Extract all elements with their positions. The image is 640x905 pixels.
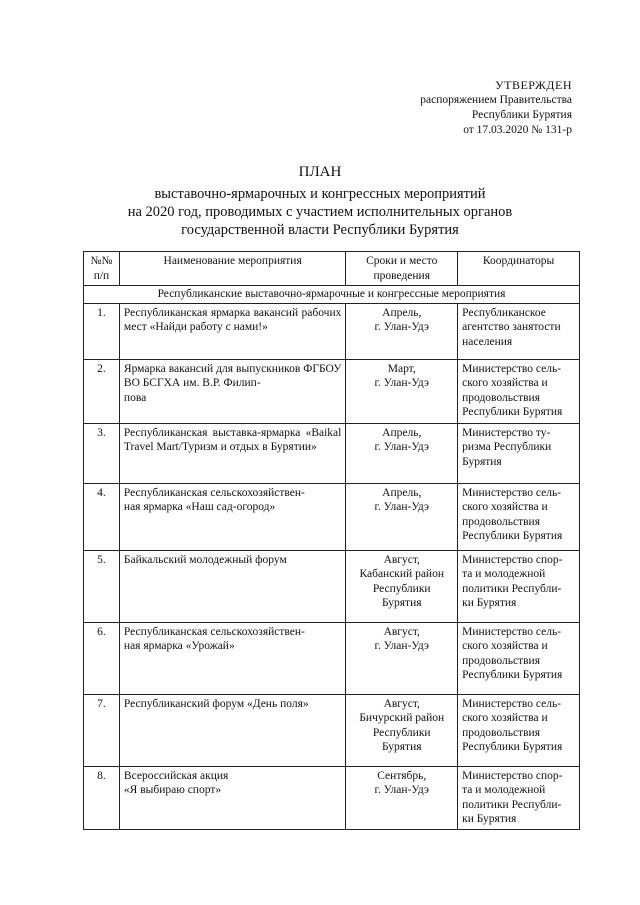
row-place: Август, Кабанский район Республики Бурятия	[346, 550, 458, 622]
table-header-row	[84, 252, 580, 286]
header-num: №№ п/п	[84, 252, 120, 286]
row-num: 6.	[84, 622, 120, 694]
row-place: Сентябрь, г. Улан-Удэ	[346, 766, 458, 829]
row-num: 3.	[84, 423, 120, 483]
row-place: Август, Бичурский район Республики Бурятия	[346, 694, 458, 766]
row-coordinator: Министерство спор- та и молодежной политики Республи- ки Бурятия	[458, 550, 580, 622]
row-place: Август, г. Улан-Удэ	[346, 622, 458, 694]
row-coordinator: Министерство ту- ризма Республики Бурятия	[458, 423, 580, 483]
row-num: 7.	[84, 694, 120, 766]
table-row	[84, 359, 580, 423]
approval-stamp	[420, 78, 572, 138]
row-event-name: Байкальский молодежный форум	[119, 550, 345, 622]
table-row	[84, 423, 580, 483]
row-event-name: Ярмарка вакансий для выпускников ФГБОУ ВО БСГХА им. В.Р. Филип- пова	[119, 359, 345, 423]
section-title: Республиканские выставочно-ярмарочные и конгрессные мероприятия	[84, 286, 580, 304]
row-num: 2.	[84, 359, 120, 423]
row-coordinator: Министерство сель- ского хозяйства и продовольствия Республики Бурятия	[458, 359, 580, 423]
row-place: Апрель, г. Улан-Удэ	[346, 483, 458, 550]
row-event-name: Республиканская выставка-ярмарка «Baikal Travel Mart/Туризм и отдых в Бурятии»	[119, 423, 345, 483]
header-coordinators: Координаторы	[458, 252, 580, 286]
row-place: Март, г. Улан-Удэ	[346, 359, 458, 423]
table-row	[84, 622, 580, 694]
row-event-name: Республиканская ярмарка вакансий рабочих мест «Найди работу с нами!»	[119, 303, 345, 359]
approval-title: УТВЕРЖДЕН	[495, 78, 572, 92]
approval-line-3: Республики Бурятия	[471, 109, 572, 121]
header-name: Наименование мероприятия	[119, 252, 345, 286]
row-coordinator: Министерство спор- та и молодежной политики Республи- ки Бурятия	[458, 766, 580, 829]
page-title: ПЛАН	[298, 164, 342, 180]
header-place: Сроки и место проведения	[346, 252, 458, 286]
row-coordinator: Министерство сель- ского хозяйства и продовольствия Республики Бурятия	[458, 483, 580, 550]
row-event-name: Республиканская сельскохозяйствен- ная ярмарка «Урожай»	[119, 622, 345, 694]
row-coordinator: Министерство сель- ского хозяйства и продовольствия Республики Бурятия	[458, 622, 580, 694]
section-row	[84, 286, 580, 304]
table-row	[84, 483, 580, 550]
row-event-name: Республиканский форум «День поля»	[119, 694, 345, 766]
events-table	[83, 251, 580, 830]
row-num: 4.	[84, 483, 120, 550]
row-event-name: Всероссийская акция «Я выбираю спорт»	[119, 766, 345, 829]
approval-line-2: распоряжением Правительства	[420, 94, 572, 106]
document-heading	[0, 163, 640, 239]
row-coordinator: Республиканское агентство занятости населения	[458, 303, 580, 359]
heading-line-1: выставочно-ярмарочных и конгрессных мероприятий	[154, 186, 486, 202]
approval-date: от 17.03.2020 № 131-р	[463, 124, 572, 136]
row-coordinator: Министерство сель- ского хозяйства и продовольствия Республики Бурятия	[458, 694, 580, 766]
table-row	[84, 694, 580, 766]
table-row	[84, 766, 580, 829]
row-event-name: Республиканская сельскохозяйствен- ная ярмарка «Наш сад-огород»	[119, 483, 345, 550]
row-num: 8.	[84, 766, 120, 829]
row-place: Апрель, г. Улан-Удэ	[346, 303, 458, 359]
heading-line-2: на 2020 год, проводимых с участием исполнительных органов	[127, 204, 513, 220]
row-place: Апрель, г. Улан-Удэ	[346, 423, 458, 483]
table-row	[84, 550, 580, 622]
table-row	[84, 303, 580, 359]
row-num: 1.	[84, 303, 120, 359]
heading-line-3: государственной власти Республики Бурятия	[181, 222, 459, 238]
row-num: 5.	[84, 550, 120, 622]
